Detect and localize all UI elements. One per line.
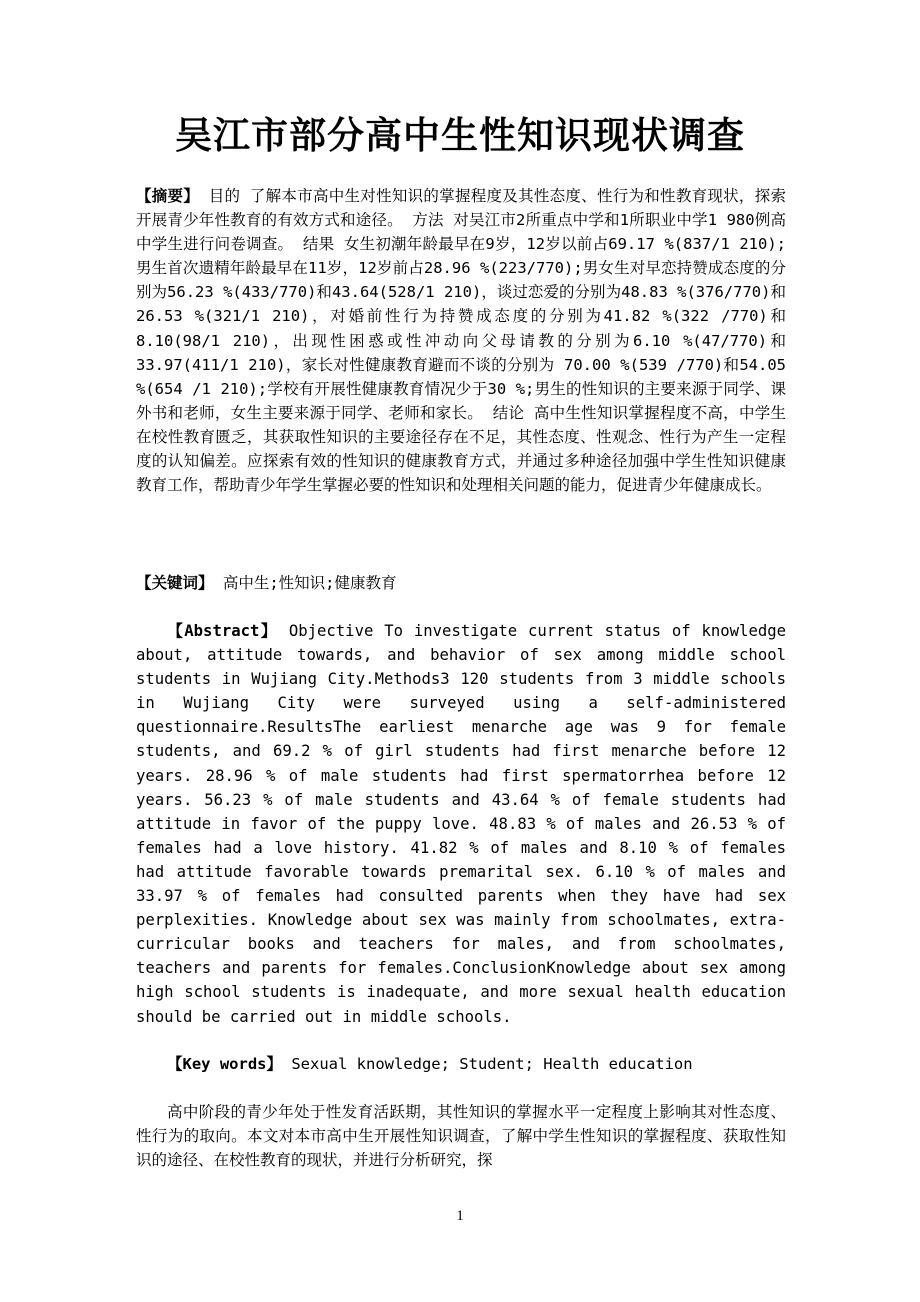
paper-title: 吴江市部分高中生性知识现状调查 bbox=[175, 114, 745, 157]
abstract-en-text: Objective To investigate current status of knowledge about, attitude towards, and behavior of sex among middle school students in Wujiang City.Methods3 120 students from 3 middle schools in Wujiang City were surveyed using a self-administered questionnaire.ResultsThe earliest menarche age was 9 for female students, and 69.2 % of girl students had first menarche before 12 years. 28.96 % of male students had first spermatorrhea before 12 years. 56.23 % of male students and 43.64 % of female students had attitude in favor of the puppy love. 48.83 % of males and 26.53 % of females had a love history. 41.82 % of males and 8.10 % of females had attitude favorable towards premarital sex. 6.10 % of males and 33.97 % of females had consulted parents when they have had sex perplexities. Knowledge about sex was mainly from schoolmates, extra-curricular books and teachers for males, and from schoolmates, teachers and parents for females.ConclusionKnowledge about sex among high school students is inadequate, and more sexual health education should be carried out in middle schools. bbox=[136, 622, 787, 1026]
abstract-en bbox=[136, 619, 786, 1029]
page-number: 1 bbox=[456, 1208, 464, 1224]
abstract-en-label: 【Abstract】 bbox=[167, 622, 278, 640]
keywords-cn bbox=[136, 571, 786, 595]
keywords-cn-text: 高中生;性知识;健康教育 bbox=[213, 574, 397, 592]
keywords-en-label: 【Key words】 bbox=[167, 1055, 282, 1073]
keywords-en bbox=[136, 1052, 786, 1076]
intro-paragraph: 高中阶段的青少年处于性发育活跃期，其性知识的掌握水平一定程度上影响其对性态度、性行为的取向。本文对本市高中生开展性知识调查，了解中学生性知识的掌握程度、获取性知识的途径、在校性教育的现状，并进行分析研究，探 bbox=[136, 1103, 786, 1170]
keywords-en-text: Sexual knowledge; Student; Health education bbox=[282, 1055, 693, 1073]
abstract-cn-label: 【摘要】 bbox=[136, 187, 200, 205]
abstract-cn-text: 目的 了解本市高中生对性知识的掌握程度及其性态度、性行为和性教育现状，探索开展青少年性教育的有效方式和途径。 方法 对吴江市2所重点中学和1所职业中学1 980例高中学生进行问卷调查。 结果 女生初潮年龄最早在9岁，12岁以前占69.17 %(837/1 210);男生首次遗精年龄最早在11岁，12岁前占28.96 %(223/770);男女生对早恋持赞成态度的分别为56.23 %(433/770)和43.64(528/1 210)，谈过恋爱的分别为48.83 %(376/770)和 26.53 %(321/1 210)，对婚前性行为持赞成态度的分别为41.82 %(322 /770)和 8.10(98/1 210)，出现性困惑或性冲动向父母请教的分别为6.10 %(47/770)和33.97(411/1 210)，家长对性健康教育避而不谈的分别为 70.00 %(539 /770)和54.05 %(654 /1 210);学校有开展性健康教育情况少于30 %;男生的性知识的主要来源于同学、课外书和老师，女生主要来源于同学、老师和家长。 结论 高中生性知识掌握程度不高，中学生在校性教育匮乏，其获取性知识的主要途径存在不足，其性态度、性观念、性行为产生一定程度的认知偏差。应探索有效的性知识的健康教育方式，并通过多种途径加强中学生性知识健康教育工作，帮助青少年学生掌握必要的性知识和处理相关问题的能力，促进青少年健康成长。 bbox=[136, 187, 786, 495]
abstract-cn bbox=[136, 184, 786, 497]
keywords-cn-label: 【关键词】 bbox=[136, 574, 214, 592]
